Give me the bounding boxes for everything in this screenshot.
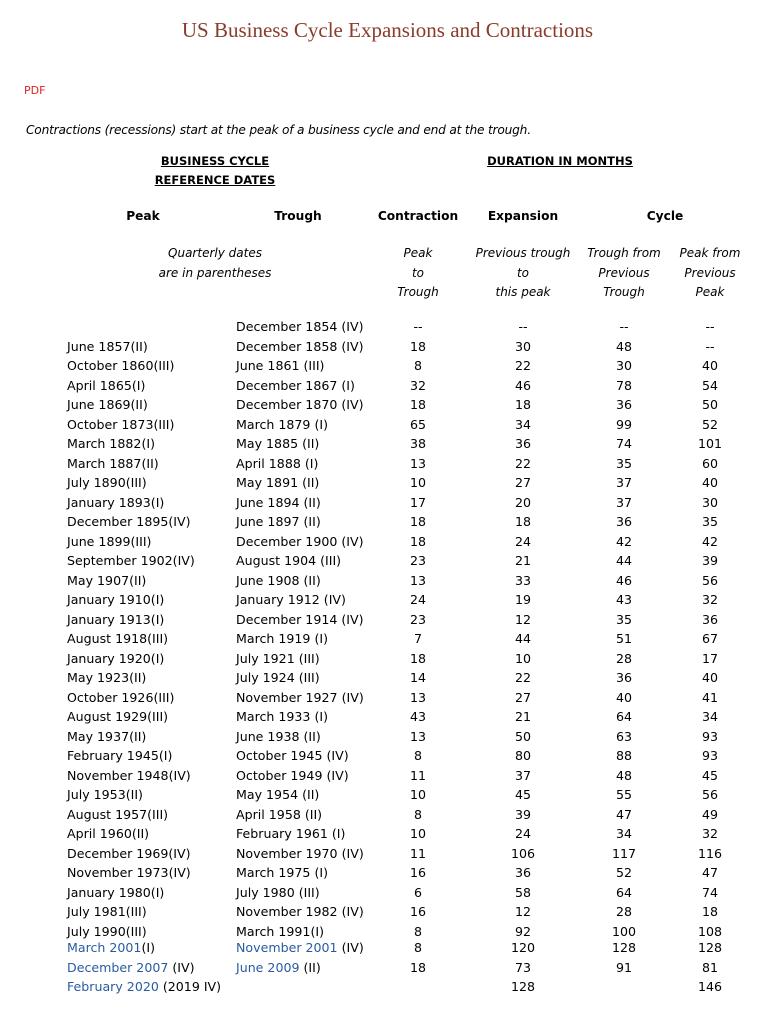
expansion-cell: 58 <box>514 884 532 900</box>
peak-cell <box>67 938 155 958</box>
col-peak: Peak <box>126 209 160 223</box>
trough-cell: March 1879 (I) <box>236 416 328 432</box>
peak-cell: July 1953(II) <box>67 787 143 802</box>
trough-cell: March 1975 (I) <box>236 865 328 880</box>
cycle-peak-cell: 40 <box>701 358 719 373</box>
contraction-cell: 14 <box>409 670 427 685</box>
cycle-trough-cell: 36 <box>615 514 633 529</box>
peak-link[interactable]: February 2020 <box>67 979 159 994</box>
cycle-trough-cell: 28 <box>615 650 633 666</box>
trough-link[interactable]: June 2009 <box>236 959 300 975</box>
cycle-trough-cell: 91 <box>615 959 633 975</box>
expansion-cell: 34 <box>514 416 532 432</box>
duration-header: DURATION IN MONTHS <box>487 154 633 168</box>
table-row <box>0 805 775 825</box>
peak-cell: May 1923(II) <box>67 670 147 685</box>
trough-cell: March 1919 (I) <box>236 631 328 646</box>
contraction-cell: 32 <box>409 377 427 393</box>
cycle-peak-cell: 146 <box>697 979 723 994</box>
table-row <box>0 883 775 903</box>
peak-cell: April 1960(II) <box>67 826 150 841</box>
expansion-cell: 12 <box>514 904 532 919</box>
table-row <box>0 977 775 997</box>
peak-cell: July 1890(III) <box>67 475 147 490</box>
peak-cell: October 1926(III) <box>67 689 175 705</box>
peak-cell <box>67 977 221 997</box>
table-row <box>0 707 775 727</box>
peak-cell: October 1860(III) <box>67 358 175 373</box>
table-row <box>0 688 775 708</box>
peak-cell: January 1980(I) <box>67 884 165 900</box>
reference-dates-header <box>150 154 280 187</box>
cycle-peak-cell: 93 <box>701 728 719 744</box>
peak-cell: June 1857(II) <box>67 338 148 354</box>
peak-cell: February 1945(I) <box>67 748 173 763</box>
contraction-cell: 18 <box>409 338 427 354</box>
contraction-cell: 13 <box>409 689 427 705</box>
trough-cell: February 1961 (I) <box>236 826 346 841</box>
expansion-cell: 36 <box>514 436 532 451</box>
expansion-cell: -- <box>518 319 528 334</box>
contraction-cell: 11 <box>409 767 427 783</box>
cycle-peak-cell: -- <box>705 338 715 354</box>
cycle-trough-cell: 36 <box>615 670 633 685</box>
cycle-peak-cell: 116 <box>697 845 723 861</box>
trough-cell: June 1908 (II) <box>236 572 321 588</box>
table-row <box>0 317 775 337</box>
cycle-trough-cell: 37 <box>615 494 633 510</box>
contraction-cell: 18 <box>409 959 427 975</box>
trough-cell: January 1912 (IV) <box>236 592 346 607</box>
note-line: to <box>411 265 425 280</box>
contraction-cell: 16 <box>409 865 427 880</box>
table-row <box>0 415 775 435</box>
cycle-peak-cell: 18 <box>701 904 719 919</box>
trough-cell: March 1991(I) <box>236 923 324 939</box>
expansion-cell: 18 <box>514 514 532 529</box>
cycle-peak-cell: 17 <box>701 650 719 666</box>
trough-suffix: (IV) <box>337 940 364 955</box>
trough-cell: October 1945 (IV) <box>236 748 349 763</box>
page-title: US Business Cycle Expansions and Contractions <box>181 18 594 42</box>
trough-cell: October 1949 (IV) <box>236 767 349 783</box>
contraction-cell: 17 <box>409 494 427 510</box>
note-line: Previous <box>684 265 736 280</box>
table-row <box>0 785 775 805</box>
peak-cell: March 1887(II) <box>67 455 159 471</box>
cycle-trough-cell: 88 <box>615 748 633 763</box>
peak-cell: April 1865(I) <box>67 377 146 393</box>
contraction-cell: 18 <box>409 533 427 549</box>
contraction-cell: 10 <box>409 826 427 841</box>
note-line: this peak <box>495 285 551 299</box>
trough-cell: July 1980 (III) <box>236 884 320 900</box>
cycle-peak-cell: 40 <box>701 670 719 685</box>
trough-cell: April 1888 (I) <box>236 455 319 471</box>
trough-cell <box>236 958 321 978</box>
trough-cell: November 1927 (IV) <box>236 689 364 705</box>
table-row <box>0 610 775 630</box>
contraction-cell: 65 <box>409 416 427 432</box>
contraction-cell: 18 <box>409 397 427 412</box>
table-row <box>0 938 775 958</box>
expansion-cell: 44 <box>514 631 532 646</box>
table-row <box>0 473 775 493</box>
cycle-peak-cell: 50 <box>701 397 719 412</box>
trough-cell: December 1914 (IV) <box>236 611 364 627</box>
expansion-cell: 37 <box>514 767 532 783</box>
cycle-peak-cell: 36 <box>701 611 719 627</box>
contraction-cell: 13 <box>409 728 427 744</box>
peak-suffix: (2019 IV) <box>158 979 222 994</box>
trough-cell: December 1858 (IV) <box>236 338 364 354</box>
note-line: Peak <box>403 246 433 260</box>
peak-cell: August 1957(III) <box>67 806 169 822</box>
trough-cell: November 1982 (IV) <box>236 904 364 919</box>
contraction-cell: 8 <box>413 923 422 939</box>
trough-suffix: (II) <box>299 959 321 975</box>
table-row <box>0 824 775 844</box>
peak-cell: January 1913(I) <box>67 611 165 627</box>
peak-suffix: (IV) <box>168 959 195 975</box>
peak-cell: June 1869(II) <box>67 397 148 412</box>
peak-cell: May 1907(II) <box>67 572 147 588</box>
cycle-peak-cell: 81 <box>701 959 719 975</box>
trough-cell: December 1867 (I) <box>236 377 355 393</box>
contraction-cell: 6 <box>413 884 422 900</box>
cycle-trough-cell: 48 <box>615 338 633 354</box>
trough-cell: April 1958 (II) <box>236 806 323 822</box>
peak-cell: August 1918(III) <box>67 631 169 646</box>
trough-cell: December 1900 (IV) <box>236 533 364 549</box>
peak-cell: December 1969(IV) <box>67 845 191 861</box>
expansion-cell: 22 <box>514 670 532 685</box>
cycle-trough-cell: 34 <box>615 826 633 841</box>
expansion-cell: 20 <box>514 494 532 510</box>
expansion-cell: 45 <box>514 787 532 802</box>
trough-cell: June 1897 (II) <box>236 514 321 529</box>
cycle-peak-cell: 32 <box>701 592 719 607</box>
cycle-trough-cell: 51 <box>615 631 633 646</box>
cycle-trough-cell: 43 <box>615 592 633 607</box>
table-row <box>0 958 775 978</box>
table-row <box>0 356 775 376</box>
note-line: Peak from <box>679 246 741 260</box>
peak-link[interactable]: March 2001 <box>67 940 142 955</box>
col-trough: Trough <box>274 209 322 223</box>
expansion-note <box>463 244 583 303</box>
expansion-cell: 22 <box>514 455 532 471</box>
note-line: are in parentheses <box>158 265 272 280</box>
trough-cell: June 1938 (II) <box>236 728 321 744</box>
trough-cell: March 1933 (I) <box>236 709 328 724</box>
pdf-link[interactable]: PDF <box>24 84 46 97</box>
cycle-trough-cell: 117 <box>611 845 637 861</box>
contraction-note <box>378 244 458 303</box>
trough-cell: December 1854 (IV) <box>236 319 364 334</box>
expansion-cell: 80 <box>514 748 532 763</box>
contraction-cell: 7 <box>413 631 422 646</box>
cycle-peak-cell: 52 <box>701 416 719 432</box>
cycle-trough-cell: 44 <box>615 553 633 568</box>
cycle-peak-cell: 74 <box>701 884 719 900</box>
expansion-cell: 12 <box>514 611 532 627</box>
note-line: Quarterly dates <box>168 246 262 260</box>
contraction-cell: 18 <box>409 650 427 666</box>
cycle-trough-cell: -- <box>619 319 629 334</box>
note-line: Previous trough <box>475 246 571 260</box>
table-row <box>0 493 775 513</box>
note-line: Trough from <box>587 246 661 260</box>
cycle-trough-cell: 35 <box>615 611 633 627</box>
cycle-trough-cell: 47 <box>615 806 633 822</box>
cycle-peak-cell: 41 <box>701 689 719 705</box>
cycle-trough-cell: 78 <box>615 377 633 393</box>
expansion-cell: 33 <box>514 572 532 588</box>
table-row <box>0 766 775 786</box>
peak-cell: June 1899(III) <box>67 533 152 549</box>
expansion-cell: 24 <box>514 826 532 841</box>
peak-cell: July 1981(III) <box>67 904 147 919</box>
cycle-trough-cell: 46 <box>615 572 633 588</box>
cycle-peak-cell: 56 <box>701 787 719 802</box>
trough-cell: June 1861 (III) <box>236 358 325 373</box>
table-row <box>0 551 775 571</box>
table-row <box>0 649 775 669</box>
contraction-cell: 23 <box>409 553 427 568</box>
contraction-cell: 8 <box>413 940 422 955</box>
table-row <box>0 532 775 552</box>
expansion-cell: 39 <box>514 806 532 822</box>
cycle-trough-cell: 35 <box>615 455 633 471</box>
trough-cell: July 1924 (III) <box>236 670 320 685</box>
note-line: Trough <box>397 285 439 299</box>
peak-cell: July 1990(III) <box>67 923 147 939</box>
table-row <box>0 571 775 591</box>
cycle-trough-cell: 36 <box>615 397 633 412</box>
contraction-cell: 24 <box>409 592 427 607</box>
peak-cell: October 1873(III) <box>67 416 175 432</box>
trough-cell: May 1954 (II) <box>236 787 320 802</box>
table-row <box>0 337 775 357</box>
cycle-peak-cell: 56 <box>701 572 719 588</box>
table-row <box>0 863 775 883</box>
trough-link[interactable]: November 2001 <box>236 940 338 955</box>
contraction-cell: 13 <box>409 572 427 588</box>
cycle-peak-cell: 30 <box>701 494 719 510</box>
expansion-cell: 24 <box>514 533 532 549</box>
expansion-cell: 30 <box>514 338 532 354</box>
reference-dates-line1: BUSINESS CYCLE <box>160 154 270 168</box>
peak-suffix: (I) <box>141 940 155 955</box>
expansion-cell: 92 <box>514 923 532 939</box>
expansion-cell: 106 <box>510 845 536 861</box>
peak-cell: November 1948(IV) <box>67 767 191 783</box>
cycle-peak-cell: 101 <box>697 436 723 451</box>
table-row <box>0 376 775 396</box>
table-row <box>0 668 775 688</box>
table-row <box>0 434 775 454</box>
table-row <box>0 902 775 922</box>
trough-cell: July 1921 (III) <box>236 650 320 666</box>
expansion-cell: 19 <box>514 592 532 607</box>
cycle-trough-cell: 37 <box>615 475 633 490</box>
cycle-peak-cell: 60 <box>701 455 719 471</box>
reference-dates-line2: REFERENCE DATES <box>154 173 276 187</box>
contraction-cell: 10 <box>409 475 427 490</box>
table-row <box>0 629 775 649</box>
peak-cell: May 1937(II) <box>67 728 147 744</box>
table-row <box>0 844 775 864</box>
cycle-peak-cell: 47 <box>701 865 719 880</box>
cycle-trough-cell: 52 <box>615 865 633 880</box>
peak-cell: December 1895(IV) <box>67 514 191 529</box>
trough-cell: May 1891 (II) <box>236 475 320 490</box>
table-row <box>0 454 775 474</box>
peak-cell: August 1929(III) <box>67 709 169 724</box>
note-line: Peak <box>695 285 725 299</box>
cycle-trough-cell: 99 <box>615 416 633 432</box>
cycle-peak-cell: 49 <box>701 806 719 822</box>
note-line: to <box>516 265 530 280</box>
contraction-cell: 11 <box>409 845 427 861</box>
peak-cell: September 1902(IV) <box>67 553 195 568</box>
note-line: Trough <box>603 285 645 299</box>
quarterly-note <box>130 244 300 283</box>
expansion-cell: 120 <box>510 940 536 955</box>
cycle-trough-cell: 64 <box>615 884 633 900</box>
cycle-trough-cell: 74 <box>615 436 633 451</box>
cycle-trough-cell: 40 <box>615 689 633 705</box>
contraction-cell: 43 <box>409 709 427 724</box>
cycle-trough-note <box>578 244 670 303</box>
cycle-peak-cell: 108 <box>697 923 723 939</box>
peak-link[interactable]: December 2007 <box>67 959 169 975</box>
contraction-cell: -- <box>413 319 423 334</box>
cycle-trough-cell: 63 <box>615 728 633 744</box>
peak-cell: January 1910(I) <box>67 592 165 607</box>
contraction-cell: 23 <box>409 611 427 627</box>
contraction-cell: 16 <box>409 904 427 919</box>
col-expansion: Expansion <box>487 209 559 223</box>
cycle-trough-cell: 30 <box>615 358 633 373</box>
cycle-peak-cell: -- <box>705 319 715 334</box>
contraction-cell: 8 <box>413 806 422 822</box>
cycle-peak-cell: 45 <box>701 767 719 783</box>
peak-cell: January 1920(I) <box>67 650 165 666</box>
trough-cell <box>236 938 364 958</box>
cycle-peak-cell: 67 <box>701 631 719 646</box>
contraction-cell: 18 <box>409 514 427 529</box>
cycle-peak-cell: 54 <box>701 377 719 393</box>
cycle-peak-cell: 34 <box>701 709 719 724</box>
expansion-cell: 27 <box>514 475 532 490</box>
cycle-trough-cell: 100 <box>611 923 637 939</box>
cycle-trough-cell: 64 <box>615 709 633 724</box>
expansion-cell: 50 <box>514 728 532 744</box>
intro-text: Contractions (recessions) start at the peak of a business cycle and end at the trough. <box>26 123 531 137</box>
cycle-peak-cell: 32 <box>701 826 719 841</box>
expansion-cell: 27 <box>514 689 532 705</box>
expansion-cell: 10 <box>514 650 532 666</box>
contraction-cell: 38 <box>409 436 427 451</box>
peak-cell: March 1882(I) <box>67 436 155 451</box>
cycle-trough-cell: 48 <box>615 767 633 783</box>
cycle-peak-cell: 128 <box>697 940 723 955</box>
contraction-cell: 8 <box>413 358 422 373</box>
trough-cell: August 1904 (III) <box>236 553 342 568</box>
trough-cell: November 1970 (IV) <box>236 845 364 861</box>
cycle-trough-cell: 28 <box>615 904 633 919</box>
peak-cell: January 1893(I) <box>67 494 165 510</box>
expansion-cell: 36 <box>514 865 532 880</box>
expansion-cell: 46 <box>514 377 532 393</box>
expansion-cell: 21 <box>514 709 532 724</box>
table-row <box>0 590 775 610</box>
trough-cell: December 1870 (IV) <box>236 397 364 412</box>
expansion-cell: 18 <box>514 397 532 412</box>
cycle-peak-cell: 39 <box>701 553 719 568</box>
cycle-peak-cell: 93 <box>701 748 719 763</box>
table-row <box>0 727 775 747</box>
trough-cell: June 1894 (II) <box>236 494 321 510</box>
expansion-cell: 22 <box>514 358 532 373</box>
expansion-cell: 73 <box>514 959 532 975</box>
contraction-cell: 8 <box>413 748 422 763</box>
col-cycle: Cycle <box>646 209 684 223</box>
expansion-cell: 128 <box>510 979 536 994</box>
cycle-peak-note <box>670 244 750 303</box>
expansion-cell: 21 <box>514 553 532 568</box>
cycle-peak-cell: 40 <box>701 475 719 490</box>
cycle-trough-cell: 128 <box>611 940 637 955</box>
contraction-cell: 13 <box>409 455 427 471</box>
col-contraction: Contraction <box>377 209 459 223</box>
contraction-cell: 10 <box>409 787 427 802</box>
trough-cell: May 1885 (II) <box>236 436 320 451</box>
table-row <box>0 395 775 415</box>
peak-cell: November 1973(IV) <box>67 865 191 880</box>
cycle-peak-cell: 35 <box>701 514 719 529</box>
cycle-trough-cell: 55 <box>615 787 633 802</box>
table-row <box>0 746 775 766</box>
peak-cell <box>67 958 195 978</box>
table-row <box>0 512 775 532</box>
cycle-trough-cell: 42 <box>615 533 633 549</box>
note-line: Previous <box>598 265 650 280</box>
cycle-peak-cell: 42 <box>701 533 719 549</box>
